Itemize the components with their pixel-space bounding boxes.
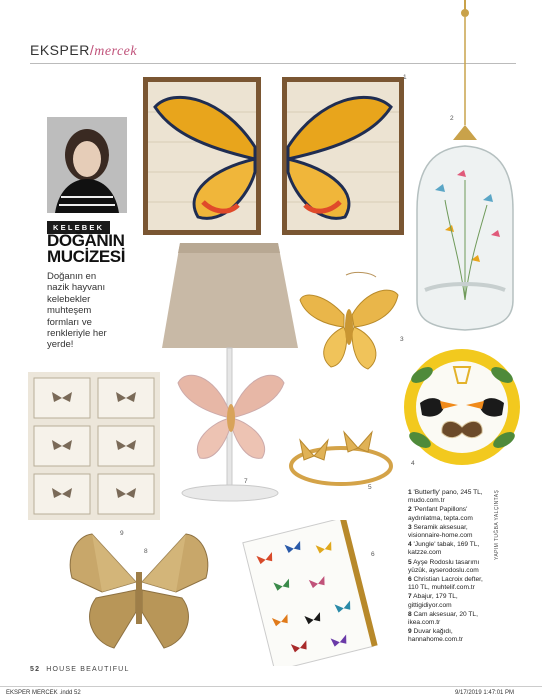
item-number-5: 5: [368, 484, 372, 491]
product-credits: [408, 489, 528, 646]
credit-source[interactable]: ikea.com.tr: [408, 619, 441, 627]
glass-butterfly-image: [62, 512, 216, 660]
gold-ceramic-butterfly-image: [296, 265, 401, 385]
item-number-4: 4: [411, 460, 415, 467]
gold-butterfly-ring-image: [286, 418, 396, 488]
table-lamp-image: [160, 243, 300, 508]
slug-file: EKSPER MERCEK .indd 52: [6, 690, 81, 696]
deck-line: formları ve: [47, 316, 92, 328]
credit-item: [408, 628, 528, 644]
magazine-name: HOUSE BEAUTIFUL: [46, 666, 130, 673]
headline-line: MUCİZESİ: [47, 247, 126, 266]
credit-source[interactable]: mudo.com.tr: [408, 497, 445, 505]
credit-item: [408, 611, 528, 627]
lacroix-notebook-image: [235, 520, 385, 666]
item-number-9: 9: [120, 530, 124, 537]
credit-number: 4: [408, 541, 412, 549]
credit-number: 5: [408, 558, 412, 566]
credit-name: 'Penfant Papillons': [413, 506, 468, 514]
credit-number: 2: [408, 506, 412, 514]
deck-line: nazik hayvanı: [47, 282, 106, 294]
credit-number: 6: [408, 576, 412, 584]
credit-item: [408, 541, 528, 557]
credit-item: [408, 524, 528, 540]
credit-source[interactable]: gittigidiyor.com: [408, 601, 452, 609]
author-portrait-image: [47, 117, 127, 213]
credit-name: Cam aksesuar, 20 TL,: [413, 610, 478, 618]
deck-line: renkleriyle her: [47, 328, 107, 340]
item-number-1: 1: [403, 74, 407, 81]
slug-rule: [0, 686, 542, 687]
credit-name: Abajur, 179 TL,: [413, 593, 458, 601]
credit-item: [408, 576, 528, 592]
credit-name: Ayşe Rodoslu tasarımı: [413, 558, 480, 566]
deck-line: Doğanın en: [47, 271, 97, 282]
slug-timestamp: 9/17/2019 1:47:01 PM: [455, 690, 515, 696]
credit-name: Duvar kağıdı,: [413, 628, 453, 636]
credit-name: 'Butterfly' pano, 245 TL,: [413, 489, 483, 496]
item-number-2: 2: [450, 115, 454, 122]
deck-text: [47, 271, 119, 351]
credit-number: 3: [408, 523, 412, 531]
page-folio: [30, 666, 130, 673]
headline: [47, 233, 125, 265]
item-number-3: 3: [400, 336, 404, 343]
deck-line: kelebekler: [47, 293, 91, 305]
credit-item: [408, 593, 528, 609]
butterfly-wallpaper-image: [28, 372, 160, 520]
credit-name: 'Jungle' tabak, 169 TL,: [413, 541, 480, 549]
credit-source[interactable]: hannahome.com.tr: [408, 636, 463, 644]
credit-source[interactable]: katzze.com: [408, 549, 442, 557]
credit-number: 1: [408, 489, 412, 496]
credit-number: 7: [408, 593, 412, 601]
deck-line: muhteşem: [47, 305, 92, 317]
credit-source[interactable]: 110 TL, muhtelif.com.tr: [408, 584, 475, 592]
category-tag: KELEBEK: [47, 221, 110, 234]
item-number-8: 8: [144, 548, 148, 555]
section-header: [30, 42, 137, 60]
credit-source[interactable]: aydınlatma, tepta.com: [408, 514, 473, 522]
credit-number: 8: [408, 610, 412, 618]
author-portrait: [47, 117, 127, 213]
deck-line: yerde!: [47, 339, 74, 351]
credit-item: [408, 559, 528, 575]
credit-item: [408, 506, 528, 522]
production-credit: YAPIM TUĞBA YALÇINTAŞ: [494, 489, 500, 560]
credit-name: Seramik aksesuar,: [413, 523, 468, 531]
section-separator: /: [89, 42, 95, 58]
subsection-name: mercek: [94, 44, 138, 59]
credit-source[interactable]: yüzük, ayserodoslu.com: [408, 566, 479, 574]
jungle-plate-image: [402, 345, 522, 470]
credit-name: Christian Lacroix defter,: [413, 576, 483, 584]
glass-pendant-lamp-image: [405, 0, 525, 345]
item-number-7: 7: [244, 478, 248, 485]
page-number: 52: [30, 666, 41, 673]
credit-item: [408, 489, 528, 505]
section-name: EKSPER: [30, 42, 90, 58]
credit-number: 9: [408, 628, 412, 636]
butterfly-panel-image: [143, 77, 405, 237]
credit-source[interactable]: visionnaire-home.com: [408, 532, 473, 540]
item-number-6: 6: [371, 551, 375, 558]
headline-line: DOĞANIN: [47, 231, 125, 250]
